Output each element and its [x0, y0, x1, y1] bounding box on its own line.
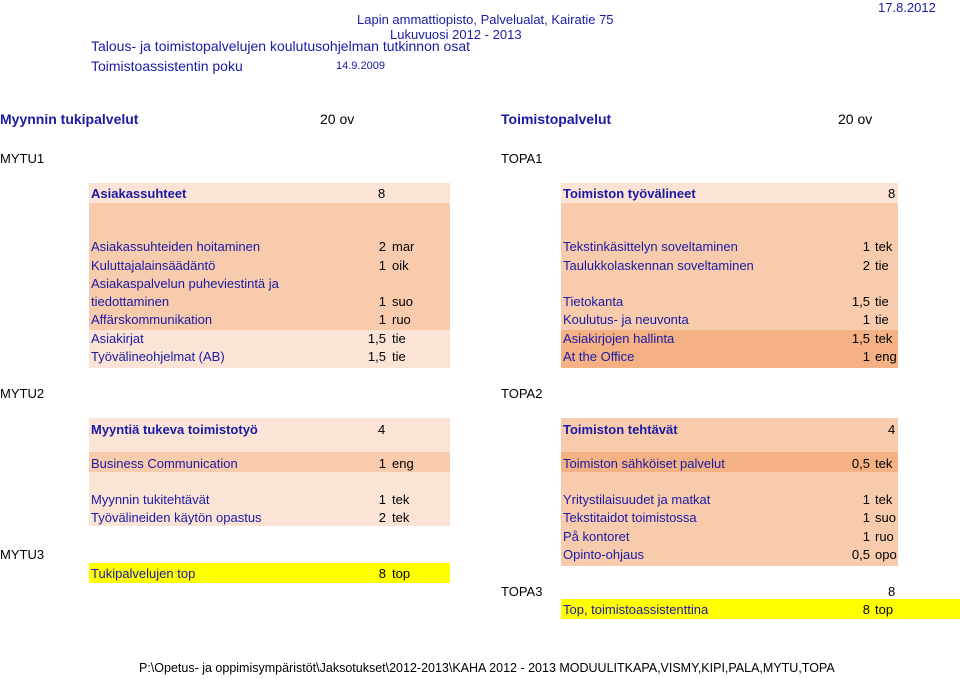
list-item: Tekstinkäsittelyn soveltaminen — [563, 239, 738, 254]
topa2-label: TOPA2 — [501, 386, 543, 401]
right-heading: Toimistopalvelut — [501, 111, 612, 127]
right-s2-title: Toimiston tehtävät — [563, 422, 678, 437]
list-item-unit: tie — [875, 312, 889, 327]
right-s1-title: Toimiston työvälineet — [563, 186, 696, 201]
left-s2-ov: 4 — [378, 422, 386, 437]
list-item-unit: tie — [392, 349, 406, 364]
list-item: På kontoret — [563, 529, 630, 544]
mytu1-label: MYTU1 — [0, 151, 45, 166]
list-item-unit: eng — [875, 349, 897, 364]
list-item: Työvälineohjelmat (AB) — [91, 349, 225, 364]
right-s2-ov: 4 — [888, 422, 896, 437]
list-item-unit: tek — [392, 510, 410, 525]
list-item-credits: 1 — [378, 492, 386, 507]
topa1-label: TOPA1 — [501, 151, 543, 166]
list-item-unit: tek — [875, 456, 893, 471]
list-item: Business Communication — [91, 456, 238, 471]
list-item-credits: 1 — [862, 239, 870, 254]
list-item: Taulukkolaskennan soveltaminen — [563, 258, 754, 273]
topa3-ov: 8 — [888, 584, 896, 599]
year-line: Lukuvuosi 2012 - 2013 — [390, 27, 522, 42]
list-item-credits: 2 — [378, 510, 386, 525]
list-item: Toimiston sähköiset palvelut — [563, 456, 725, 471]
program-line: Talous- ja toimistopalvelujen koulutusohjelman tutkinnon osat — [91, 38, 470, 54]
list-item-unit: tie — [392, 331, 406, 346]
mytu2-label: MYTU2 — [0, 386, 45, 401]
list-item-credits: 1 — [862, 529, 870, 544]
list-item-unit: opo — [875, 547, 897, 562]
list-item-credits: 1 — [378, 312, 386, 327]
list-item-unit: oik — [392, 258, 409, 273]
right-s3-name: Top, toimistoassistenttina — [563, 602, 709, 617]
list-item: tiedottaminen — [91, 294, 170, 309]
left-s2-title: Myyntiä tukeva toimistotyö — [91, 422, 258, 437]
list-item-unit: tek — [875, 492, 893, 507]
list-item-credits: 1 — [378, 258, 386, 273]
list-item-credits: 2 — [378, 239, 386, 254]
list-item: Koulutus- ja neuvonta — [563, 312, 689, 327]
list-item-credits: 0,5 — [851, 456, 870, 471]
mytu3-label: MYTU3 — [0, 547, 45, 562]
topa3-label: TOPA3 — [501, 584, 543, 599]
doc-title: Toimistoassistentin poku — [91, 58, 243, 74]
list-item-unit: tek — [875, 331, 893, 346]
list-item-credits: 1 — [862, 510, 870, 525]
list-item: Työvälineiden käytön opastus — [91, 510, 262, 525]
list-item-credits: 1 — [862, 349, 870, 364]
left-heading-ov: 20 ov — [320, 111, 355, 127]
list-item-unit: ruo — [392, 312, 411, 327]
footer-path: P:\Opetus- ja oppimisympäristöt\Jaksotukset\2012-2013\KAHA 2012 - 2013 MODUULITKAPA,VISMY,KIPI,PALA,MYTU,TOPA — [139, 661, 835, 675]
list-item: Yritystilaisuudet ja matkat — [563, 492, 711, 507]
left-s3-name: Tukipalvelujen top — [91, 566, 196, 581]
list-item: At the Office — [563, 349, 635, 364]
list-item: Kuluttajalainsäädäntö — [91, 258, 216, 273]
left-s3-credits: 8 — [378, 566, 386, 581]
right-s3-credits: 8 — [862, 602, 870, 617]
list-item: Asiakirjat — [91, 331, 144, 346]
list-item-unit: tek — [875, 239, 893, 254]
list-item-credits: 1 — [862, 492, 870, 507]
right-heading-ov: 20 ov — [838, 111, 873, 127]
list-item-credits: 2 — [862, 258, 870, 273]
list-item: Affärskommunikation — [91, 312, 213, 327]
right-s1-ov: 8 — [888, 186, 896, 201]
left-heading: Myynnin tukipalvelut — [0, 111, 139, 127]
list-item: Asiakaspalvelun puheviestintä ja — [91, 276, 279, 291]
doc-title-date: 14.9.2009 — [336, 60, 385, 72]
list-item: Tekstitaidot toimistossa — [563, 510, 697, 525]
list-item: Tietokanta — [563, 294, 624, 309]
list-item: Asiakirjojen hallinta — [563, 331, 675, 346]
list-item: Opinto-ohjaus — [563, 547, 644, 562]
list-item-credits: 1,5 — [851, 294, 870, 309]
list-item-credits: 1,5 — [367, 331, 386, 346]
list-item: Asiakassuhteiden hoitaminen — [91, 239, 261, 254]
left-s1-ov: 8 — [378, 186, 386, 201]
date: 17.8.2012 — [878, 0, 936, 15]
list-item-unit: tek — [392, 492, 410, 507]
list-item-credits: 1,5 — [851, 331, 870, 346]
list-item-credits: 0,5 — [851, 547, 870, 562]
list-item-credits: 1 — [378, 294, 386, 309]
list-item-unit: suo — [392, 294, 413, 309]
list-item-credits: 1,5 — [367, 349, 386, 364]
list-item: Myynnin tukitehtävät — [91, 492, 210, 507]
list-item-unit: suo — [875, 510, 896, 525]
left-s3-unit: top — [392, 566, 411, 581]
list-item-unit: tie — [875, 258, 889, 273]
right-s3-unit: top — [875, 602, 894, 617]
left-s1-title: Asiakassuhteet — [91, 186, 187, 201]
list-item-credits: 1 — [862, 312, 870, 327]
list-item-credits: 1 — [378, 456, 386, 471]
list-item-unit: mar — [392, 239, 415, 254]
org-line: Lapin ammattiopisto, Palvelualat, Kairatie 75 — [357, 12, 614, 27]
list-item-unit: ruo — [875, 529, 894, 544]
list-item-unit: eng — [392, 456, 414, 471]
list-item-unit: tie — [875, 294, 889, 309]
